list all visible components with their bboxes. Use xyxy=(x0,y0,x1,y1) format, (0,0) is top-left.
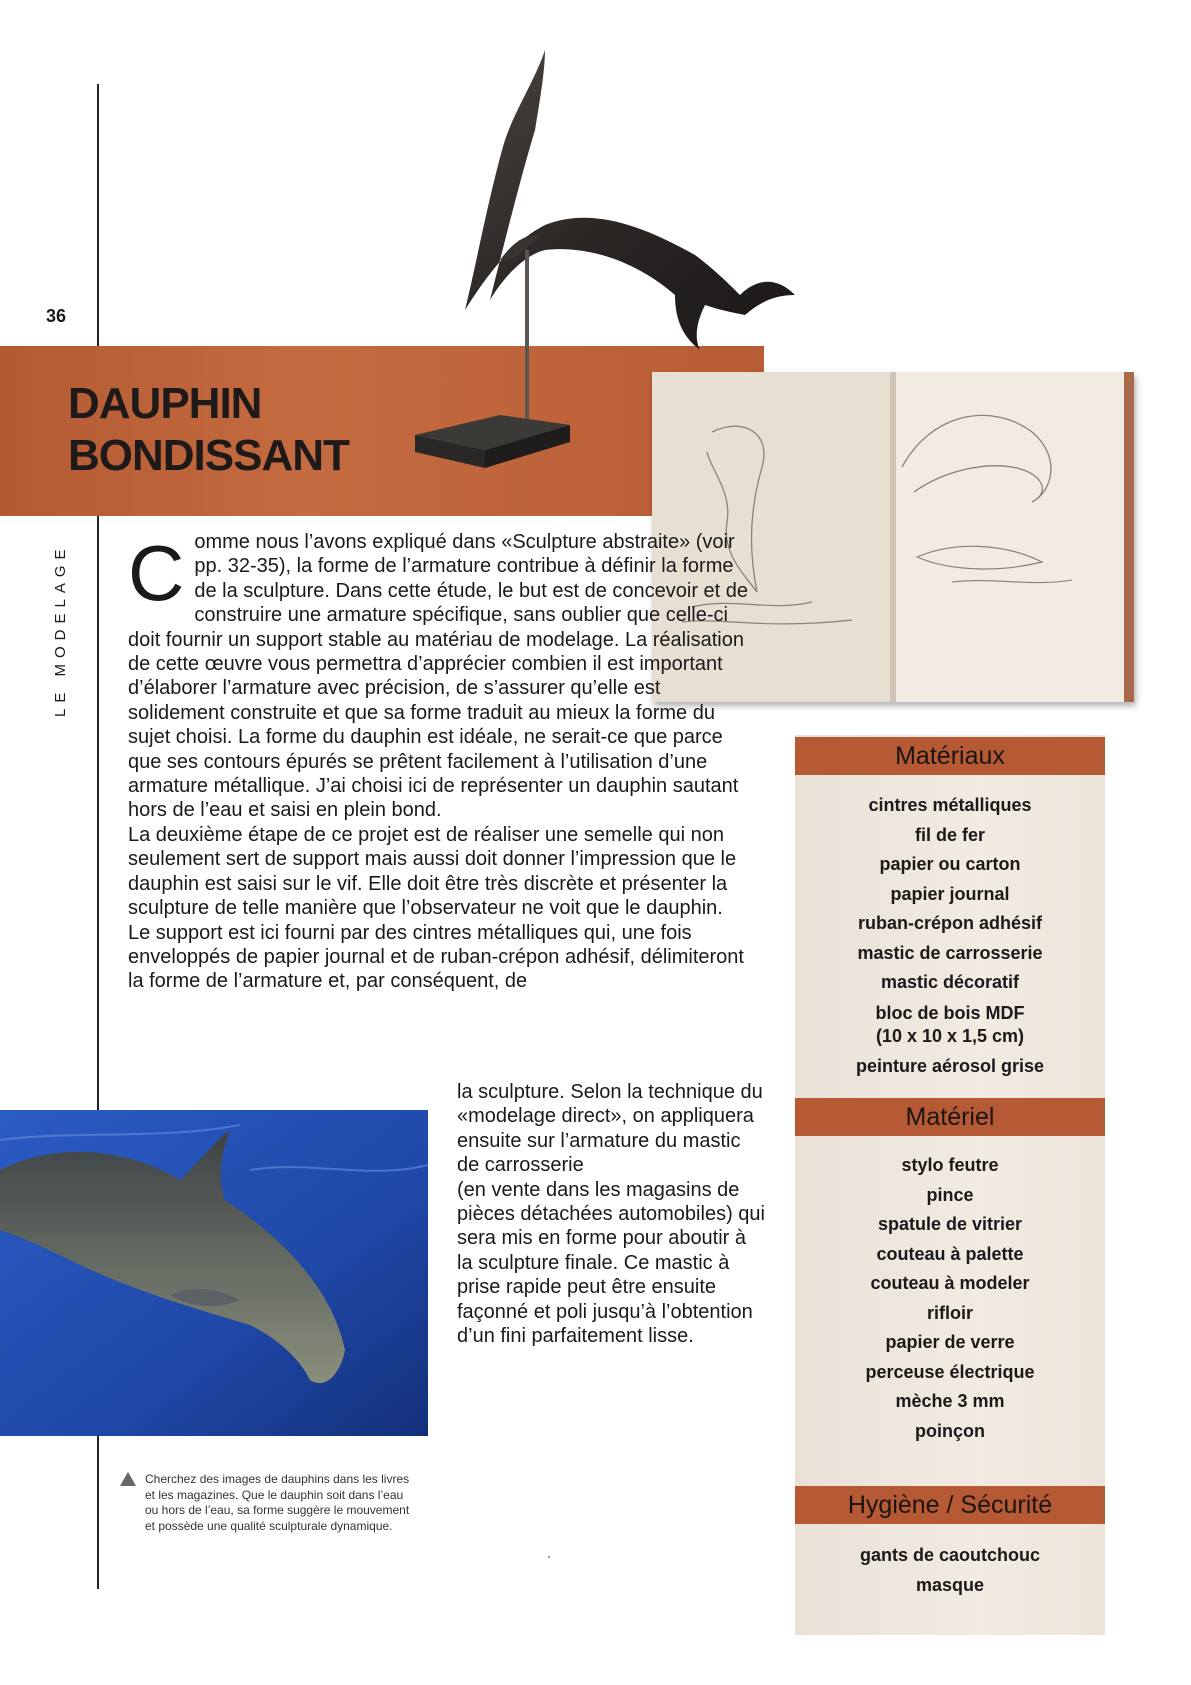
materiel-list xyxy=(795,1151,1105,1446)
list-item: papier ou carton xyxy=(879,854,1021,874)
drop-cap: C xyxy=(128,529,185,617)
materiel-heading: Matériel xyxy=(795,1098,1105,1136)
intro-paragraph: omme nous l’avons expliqué dans «Sculpture abstraite» (voir pp. 32-35), la forme de l’armature contribue à définir la forme de la sculpture. Dans cette étude, le but est de concevoir et de construire une armature spécifique, sans oublier que celle-ci doit fournir un support stable au matériau de modelage. La réalisation de cette œuvre vous permettra d’apprécier combien il est important d’élaborer l’armature avec précision, de s’assurer qu’elle est solidement construite et que sa forme traduit au mieux la forme du sujet choisi. La forme du dauphin est idéale, ne serait-ce que parce que ses contours épurés se prêtent facilement à l’utilisation d’une armature métallique. J’ai choisi ici de représenter un dauphin sautant hors de l’eau et saisi en plein bond. xyxy=(128,531,749,822)
list-item: peinture aérosol grise xyxy=(855,1055,1045,1076)
list-item: ruban-crépon adhésif xyxy=(857,913,1043,933)
list-item: stylo feutre xyxy=(901,1155,999,1175)
running-head: LE MODELAGE xyxy=(52,543,69,717)
paragraph-2: La deuxième étape de ce projet est de réaliser une semelle qui non seulement sert de support mais aussi doit donner l’impression que le dauphin est saisi sur le vif. Elle doit être très discrète et présenter la sculpture de telle manière que l’observateur ne voit que le dauphin. xyxy=(128,823,737,920)
dolphin-water-photo xyxy=(0,1110,428,1436)
list-item: mèche 3 mm xyxy=(895,1391,1005,1411)
paragraph-3: Le support est ici fourni par des cintres métalliques qui, une fois enveloppés de papier journal et de ruban-crépon adhésif, délimiteront la forme de l’armature et, par conséquent, de xyxy=(128,921,744,993)
securite-list xyxy=(795,1541,1105,1600)
list-item: spatule de vitrier xyxy=(877,1214,1023,1234)
photo-caption: Cherchez des images de dauphins dans les livres et les magazines. Que le dauphin soit dans l’eau ou hors de l’eau, sa forme suggère le mouvement et possède une qualité sculpturale dynamique. xyxy=(145,1472,410,1533)
materiaux-list xyxy=(795,791,1105,1081)
list-item: fil de fer xyxy=(914,824,985,845)
list-item: mastic de carrosserie xyxy=(857,942,1043,963)
list-item: couteau à palette xyxy=(876,1243,1024,1264)
paragraph-4: (en vente dans les magasins de pièces détachées automobiles) qui sera mis en forme pour aboutir à la sculpture finale. Ce mastic à prise rapide peut être ensuite façonné et poli jusqu’à l’obtention d’un fini parfaitement lisse. xyxy=(457,1178,765,1348)
list-item: gants de caoutchouc xyxy=(859,1545,1041,1565)
list-item: bloc de bois MDF xyxy=(875,1002,1025,1023)
list-item: cintres métalliques xyxy=(868,795,1032,815)
title-line-1: DAUPHIN xyxy=(68,379,262,428)
list-item: couteau à modeler xyxy=(870,1273,1030,1293)
title-line-2: BONDISSANT xyxy=(68,431,349,480)
list-item: pince xyxy=(926,1184,974,1205)
list-item: perceuse électrique xyxy=(865,1361,1035,1382)
list-item: papier de verre xyxy=(885,1332,1015,1352)
page-title xyxy=(68,378,349,482)
caption-triangle-icon xyxy=(120,1472,136,1486)
print-speck xyxy=(548,1556,550,1558)
body-continuation xyxy=(457,1080,767,1348)
securite-heading: Hygiène / Sécurité xyxy=(795,1486,1105,1524)
list-item: (10 x 10 x 1,5 cm) xyxy=(875,1025,1025,1046)
list-item: rifloir xyxy=(926,1302,973,1323)
paragraph-3-continued: la sculpture. Selon la technique du «modelage direct», on appliquera ensuite sur l’armature du mastic de carrosserie xyxy=(457,1081,763,1177)
list-item: poinçon xyxy=(915,1420,985,1441)
list-item: papier journal xyxy=(890,883,1010,904)
body-text xyxy=(128,530,760,994)
materiaux-heading: Matériaux xyxy=(795,737,1105,775)
page-number: 36 xyxy=(46,306,67,326)
list-item: mastic décoratif xyxy=(880,972,1020,992)
list-item: masque xyxy=(915,1574,985,1595)
